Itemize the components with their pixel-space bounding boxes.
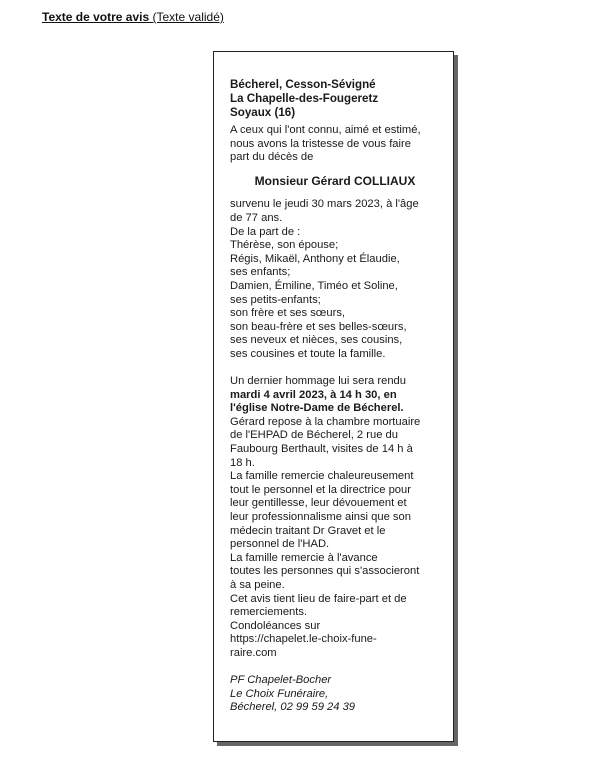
ceremony-info [230,375,440,416]
notice-content [230,78,440,715]
info-line: toutes les personnes qui s'associeront [230,565,420,578]
obituary-notice-box [213,51,454,742]
info-line: à sa peine. [230,579,285,591]
detail-line: de 77 ans. [230,211,283,224]
info-line: Gérard repose à la chambre mortuaire [230,415,421,428]
ceremony-date-line: mardi 4 avril 2023, à 14 h 30, en [230,388,397,401]
validation-status: (Texte validé) [152,10,224,24]
info-line: leur gentillesse, leur dévouement et [230,497,407,510]
location-line: La Chapelle-des-Fougeretz [230,92,379,105]
deceased-name: Monsieur Gérard COLLIAUX [254,173,416,188]
header-title: Texte de votre avis [42,10,150,24]
detail-line: De la part de : [230,225,301,238]
info-line: La famille remercie chaleureusement [230,470,414,483]
intro-line: nous avons la tristesse de vous faire [230,137,411,150]
info-line: médecin traitant Dr Gravet et le [230,524,386,537]
intro-line: A ceux qui l'ont connu, aimé et estimé, [230,124,421,136]
detail-line: Thérèse, son épouse; [230,239,339,252]
info-line: remerciements. [230,606,308,619]
detail-line: Damien, Émiline, Timéo et Soline, [230,279,398,292]
signature-line: PF Chapelet-Bocher [230,674,332,687]
funeral-home-signature [230,674,440,715]
info-line: personnel de l'HAD. [230,538,330,551]
location-line: Soyaux (16) [230,106,296,119]
detail-line: ses cousines et toute la famille. [230,347,386,360]
intro-text [230,124,440,165]
ceremony-place-line: l'église Notre-Dame de Bécherel. [230,402,404,415]
info-line: 18 h. [230,456,255,469]
detail-line: ses enfants; [230,266,291,279]
info-line: Cet avis tient lieu de faire-part et de [230,592,407,605]
detail-line: son beau-frère et ses belles-sœurs, [230,320,407,333]
spacer [230,362,440,376]
ceremony-intro: Un dernier hommage lui sera rendu [230,375,406,388]
notice-text-header [42,9,224,25]
signature-line: Le Choix Funéraire, [230,687,329,700]
family-details [230,198,440,361]
detail-line: ses neveux et nièces, ses cousins, [230,334,403,347]
info-line: leur professionnalisme ainsi que son [230,511,411,524]
info-line: La famille remercie à l'avance [230,551,378,564]
detail-line: son frère et ses sœurs, [230,307,346,320]
spacer [230,661,440,675]
info-line: Condoléances sur [230,619,321,632]
signature-line: Bécherel, 02 99 59 24 39 [230,701,356,714]
intro-line: part du décès de [230,151,314,164]
condolences-link-cont: raire.com [230,646,277,659]
location-line: Bécherel, Cesson-Sévigné [230,78,376,91]
info-line: Faubourg Berthault, visites de 14 h à [230,443,413,456]
detail-line: ses petits-enfants; [230,293,321,306]
detail-line: survenu le jeudi 30 mars 2023, à l'âge [230,198,419,211]
locations-block [230,78,440,120]
additional-info [230,416,440,661]
detail-line: Régis, Mikaël, Anthony et Élaudie, [230,252,400,265]
info-line: tout le personnel et la directrice pour [230,483,411,496]
condolences-link: https://chapelet.le-choix-fune- [230,633,377,646]
info-line: de l'EHPAD de Bécherel, 2 rue du [230,429,398,442]
